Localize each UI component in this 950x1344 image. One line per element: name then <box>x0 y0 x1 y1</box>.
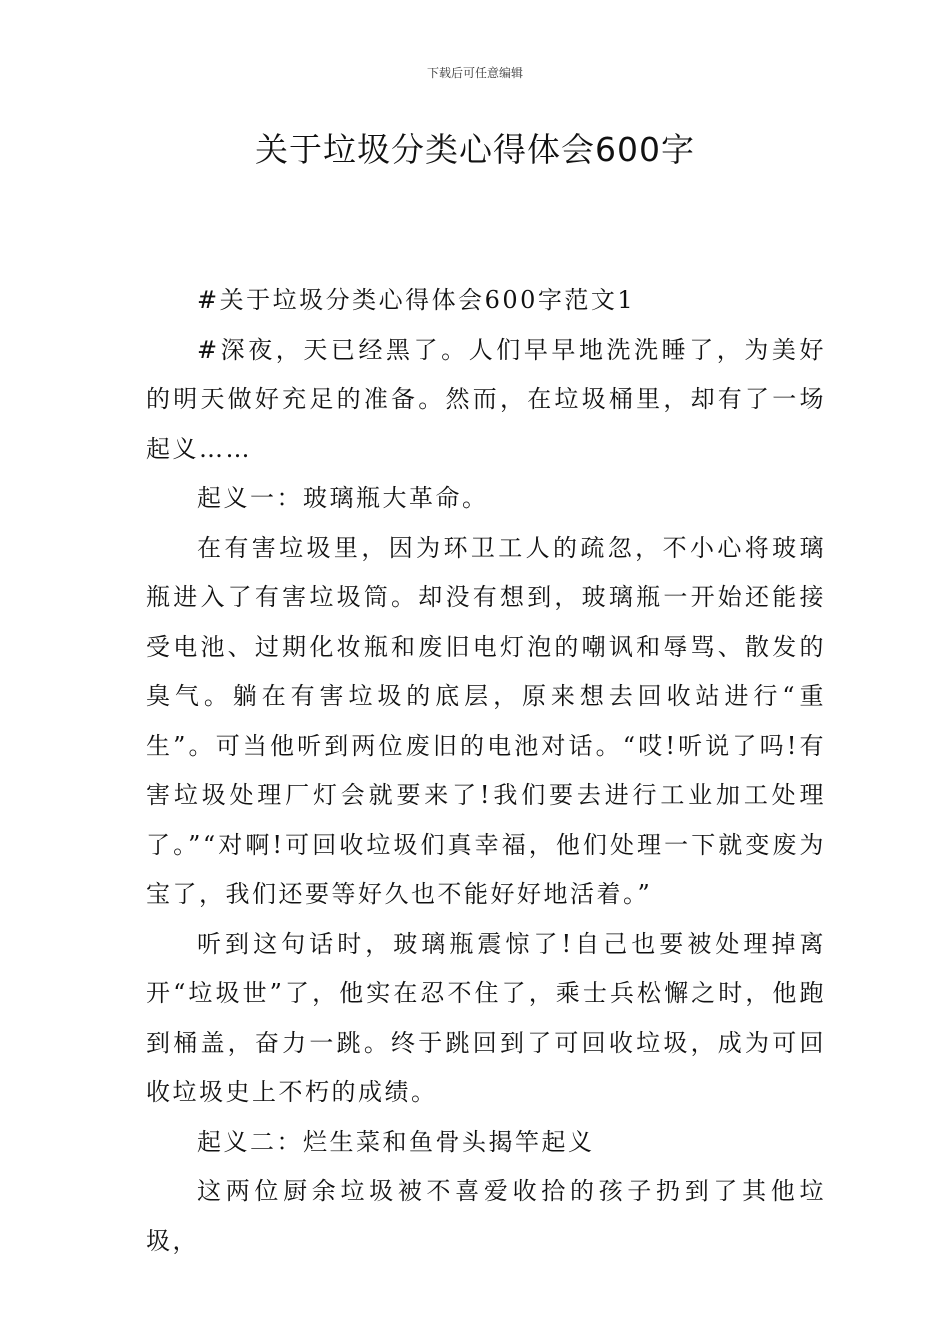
paragraph: #关于垃圾分类心得体会600字范文1 <box>197 286 636 314</box>
document-body <box>146 276 826 1266</box>
paragraph: 起义一：玻璃瓶大革命。 <box>197 484 489 512</box>
document-title: 关于垃圾分类心得体会600字 <box>255 130 695 169</box>
paragraph: 这两位厨余垃圾被不喜爱收拾的孩子扔到了其他垃圾， <box>146 1177 826 1255</box>
paragraph: 在有害垃圾里，因为环卫工人的疏忽，不小心将玻璃瓶进入了有害垃圾筒。却没有想到，玻璃瓶一开始还能接受电池、过期化妆瓶和废旧电灯泡的嘲讽和辱骂、散发的臭气。躺在有害垃圾的底层，原来想去回收站进行“重生”。可当他听到两位废旧的电池对话。“哎!听说了吗!有害垃圾处理厂灯会就要来了!我们要去进行工业加工处理了。”“对啊!可回收垃圾们真幸福，他们处理一下就变废为宝了，我们还要等好久也不能好好地活着。” <box>146 533 826 908</box>
paragraph: 听到这句话时，玻璃瓶震惊了!自己也要被处理掉离开“垃圾世”了，他实在忍不住了，乘士兵松懈之时，他跑到桶盖，奋力一跳。终于跳回到了可回收垃圾，成为可回收垃圾史上不朽的成绩。 <box>146 929 826 1106</box>
paragraph: #深夜，天已经黑了。人们早早地洗洗睡了，为美好的明天做好充足的准备。然而，在垃圾桶里，却有了一场起义…… <box>146 335 826 463</box>
paragraph: 起义二：烂生菜和鱼骨头揭竿起义 <box>197 1127 595 1156</box>
header-note: 下载后可任意编辑 <box>426 66 523 80</box>
